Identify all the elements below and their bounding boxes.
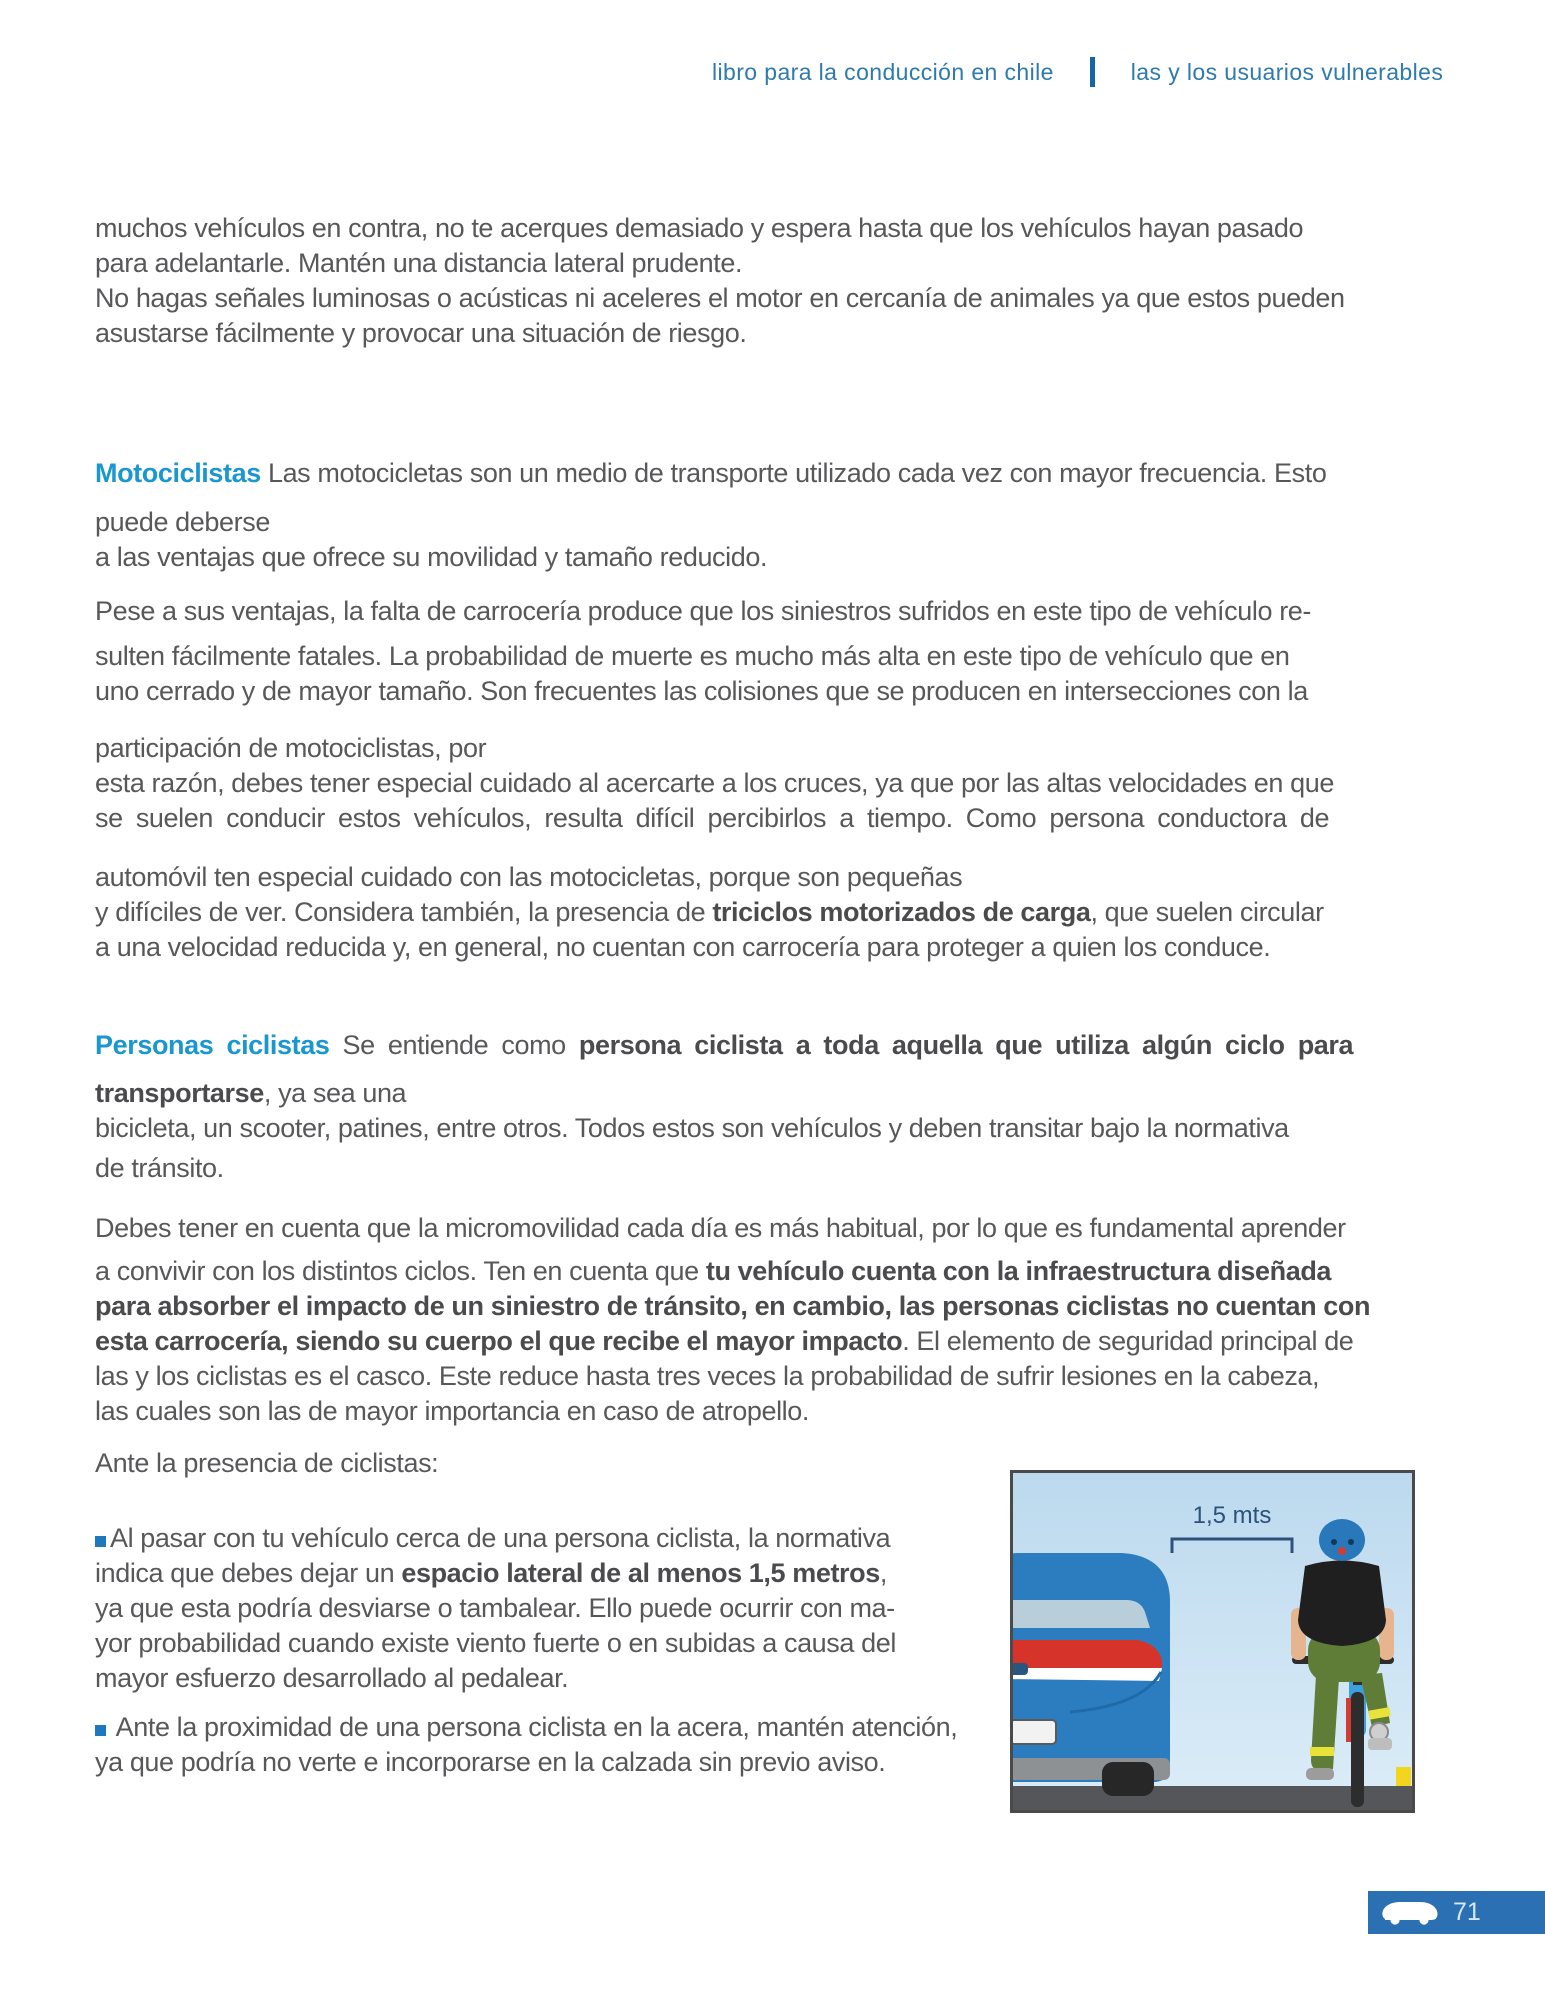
text-line: No hagas señales luminosas o acústicas ni aceleres el motor en cercanía de animales ya que estos pueden [95, 283, 1345, 313]
text-line: transportarse, ya sea una [95, 1078, 407, 1108]
text-line: para adelantarle. Mantén una distancia lateral prudente. [95, 248, 743, 278]
text-line: bicicleta, un scooter, patines, entre otros. Todos estos son vehículos y deben transitar bajo la normativa [95, 1113, 1289, 1143]
text-line: Ante la proximidad de una persona ciclista en la acera, mantén atención, [95, 1710, 1465, 1745]
header-book-title: libro para la conducción en chile [712, 58, 1054, 85]
text-line: y difíciles de ver. Considera también, la presencia de triciclos motorizados de carga, que suelen circular [95, 897, 1324, 927]
text-line: a convivir con los distintos ciclos. Ten en cuenta que tu vehículo cuenta con la infraestructura diseñada [95, 1256, 1332, 1286]
header-separator-bar [1090, 57, 1095, 87]
section-personas-ciclistas [95, 1028, 1465, 1481]
text-line: Motociclistas Las motocicletas son un medio de transporte utilizado cada vez con mayor frecuencia. Esto [95, 458, 1327, 488]
text-line: Ante la presencia de ciclistas: [95, 1448, 439, 1478]
text-line: esta carrocería, siendo su cuerpo el que recibe el mayor impacto. El elemento de seguridad principal de [95, 1326, 1354, 1356]
distance-label: 1,5 mts [1192, 1502, 1272, 1529]
page-number-badge [1368, 1891, 1545, 1934]
bullet-square-icon [95, 1725, 106, 1736]
text-line: las cuales son las de mayor importancia en caso de atropello. [95, 1396, 810, 1426]
text-line: sulten fácilmente fatales. La probabilidad de muerte es mucho más alta en este tipo de vehículo que en [95, 641, 1290, 671]
text-line: muchos vehículos en contra, no te acerques demasiado y espera hasta que los vehículos hayan pasado [95, 213, 1304, 243]
text-line: para absorber el impacto de un siniestro de tránsito, en cambio, las personas ciclistas no cuentan con [95, 1291, 1371, 1321]
text-line: de tránsito. [95, 1153, 224, 1183]
bullet-cyclist-on-sidewalk [95, 1710, 1465, 1780]
text-line: Pese a sus ventajas, la falta de carrocería produce que los siniestros sufridos en este tipo de vehículo re- [95, 596, 1311, 626]
bullet-square-icon [95, 1536, 106, 1547]
section-motociclistas [95, 456, 1465, 965]
text-line: las y los ciclistas es el casco. Este reduce hasta tres veces la probabilidad de sufrir lesiones en la cabeza, [95, 1361, 1320, 1391]
text-line: asustarse fácilmente y provocar una situación de riesgo. [95, 318, 747, 348]
text-line: yor probabilidad cuando existe viento fuerte o en subidas a causa del [95, 1628, 896, 1658]
text-line: Debes tener en cuenta que la micromovilidad cada día es más habitual, por lo que es fundamental aprender [95, 1213, 1346, 1243]
text-line: Personas ciclistas Se entiende como persona ciclista a toda aquella que utiliza algún ciclo para [95, 1030, 1354, 1060]
text-line: automóvil ten especial cuidado con las motocicletas, porque son pequeñas [95, 862, 963, 892]
text-line: puede deberse [95, 507, 270, 537]
text-line: ya que esta podría desviarse o tambalear. Ello puede ocurrir con ma- [95, 1593, 895, 1623]
text-line: a las ventajas que ofrece su movilidad y tamaño reducido. [95, 542, 768, 572]
bullet-lateral-space [95, 1521, 1465, 1696]
car-icon [1381, 1899, 1439, 1926]
text-line: participación de motociclistas, por [95, 733, 487, 763]
text-line: esta razón, debes tener especial cuidado al acercarte a los cruces, ya que por las altas velocidades en que [95, 768, 1334, 798]
paragraph-overtaking-animals [95, 211, 1465, 351]
text-line: uno cerrado y de mayor tamaño. Son frecuentes las colisiones que se producen en intersecciones con la [95, 676, 1308, 706]
text-line: a una velocidad reducida y, en general, no cuentan con carrocería para proteger a quien los conduce. [95, 932, 1271, 962]
page-header [712, 57, 1443, 87]
page-number: 71 [1453, 1898, 1481, 1926]
text-line: Al pasar con tu vehículo cerca de una persona ciclista, la normativa [95, 1521, 1465, 1556]
header-section-title: las y los usuarios vulnerables [1130, 58, 1444, 85]
text-line: mayor esfuerzo desarrollado al pedalear. [95, 1663, 569, 1693]
text-line: indica que debes dejar un espacio lateral de al menos 1,5 metros, [95, 1558, 887, 1588]
text-line: ya que podría no verte e incorporarse en la calzada sin previo aviso. [95, 1747, 886, 1777]
text-line: se suelen conducir estos vehículos, resulta difícil percibirlos a tiempo. Como persona conductora de [95, 803, 1330, 833]
